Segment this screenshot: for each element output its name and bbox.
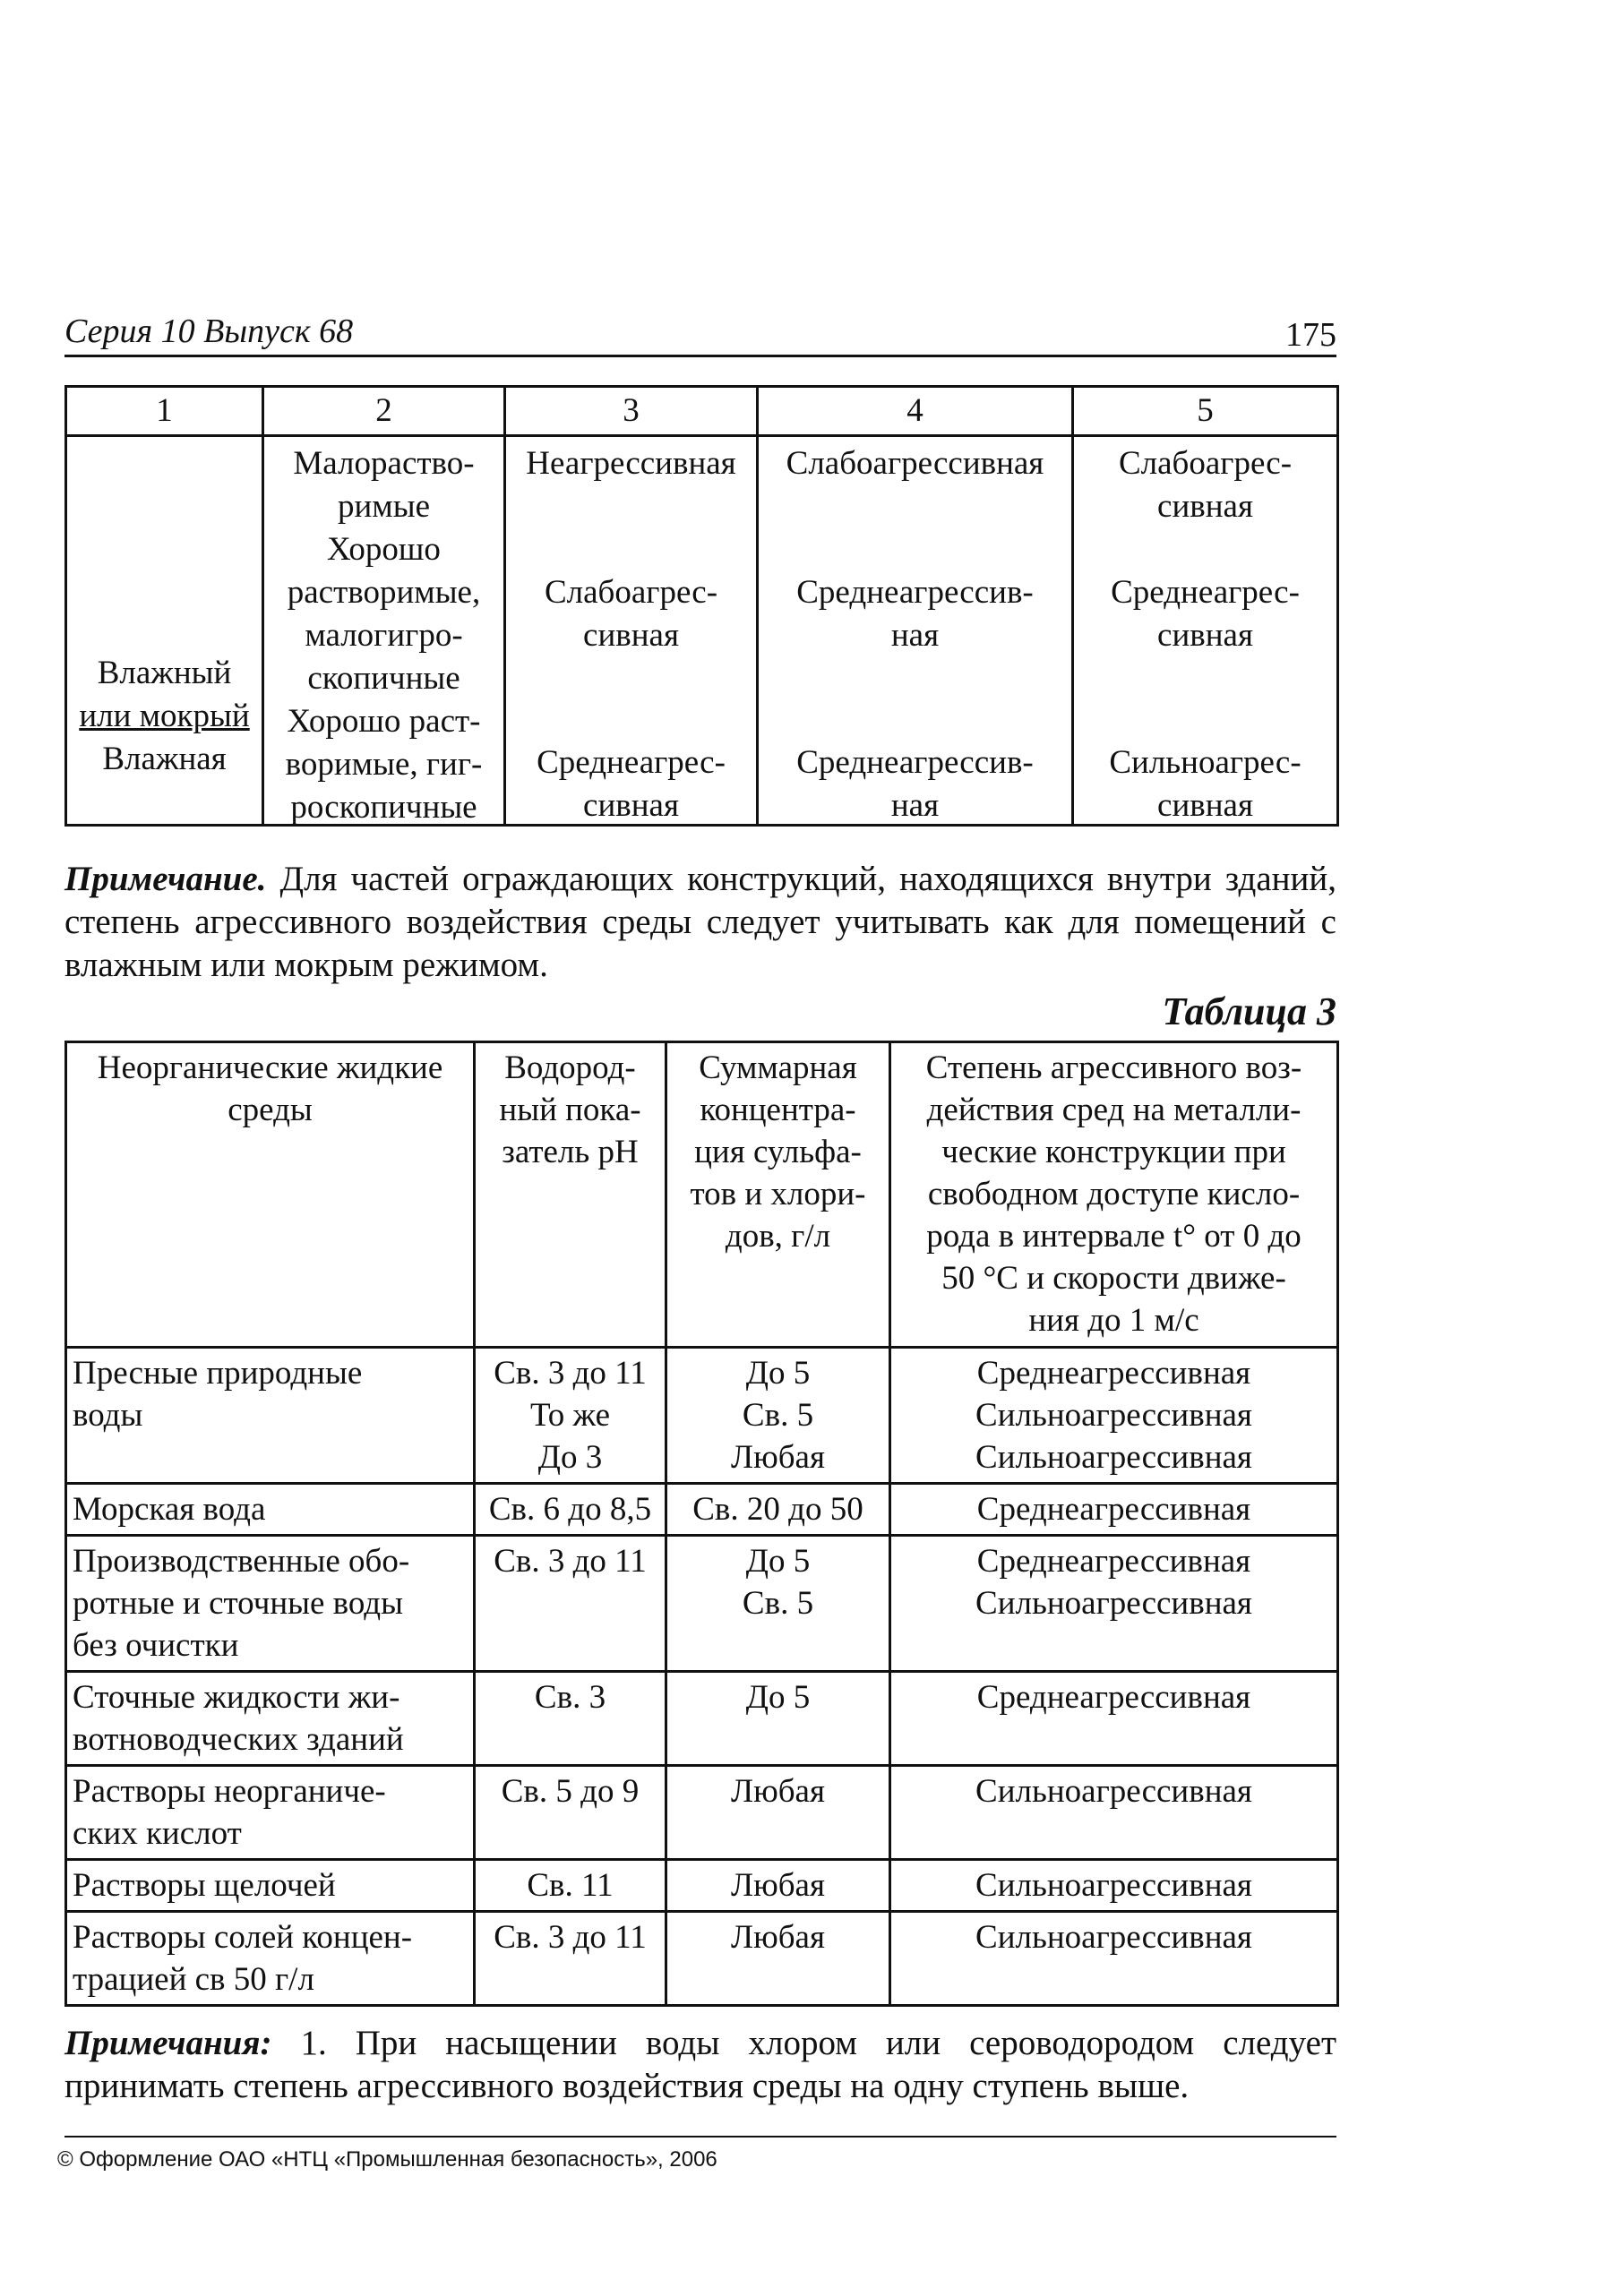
column-number: 5 — [1073, 387, 1338, 436]
degree-text: Неагрессивная — [526, 445, 736, 482]
degree-cell: Сильноагрессивная — [890, 1766, 1338, 1860]
column-header: Степень агрессивного воз- действия сред на металли- ческие конструкции при свободном доступе кисло- рода в интервале t° от 0 до 50 °С и скорости движе- ния до 1 м/с — [890, 1042, 1338, 1348]
degree-text: Среднеагрессив- ная — [796, 744, 1034, 824]
degree-text: Среднеагрессив- ная — [796, 574, 1034, 654]
table-cell — [758, 436, 1073, 826]
column-number: 3 — [505, 387, 758, 436]
ph-cell: Св. 6 до 8,5 — [475, 1484, 666, 1536]
table-cell — [1073, 436, 1338, 826]
note-text: Для частей ограждающих конструкций, находящихся внутри зданий, степень агрессивного воздействия среды следует учитывать как для помещений с влажным или мокрым режимом. — [64, 860, 1336, 984]
ph-cell: Св. 3 до 11 — [475, 1912, 666, 2006]
table-row — [66, 1484, 1338, 1536]
medium-cell: Производственные обо- ротные и сточные воды без очистки — [66, 1536, 475, 1672]
degree-cell: Среднеагрессивная Сильноагрессивная Сильноагрессивная — [890, 1348, 1338, 1484]
column-number: 1 — [66, 387, 263, 436]
zone-humidity: Влажная — [102, 741, 227, 777]
degree-text: Слабоагрес- сивная — [544, 574, 718, 654]
table-row — [66, 1672, 1338, 1766]
humidity-regime-cont: или мокрый — [79, 698, 250, 734]
concentration-cell: До 5 Св. 5 Любая — [666, 1348, 890, 1484]
concentration-cell: Любая — [666, 1912, 890, 2006]
concentration-cell: До 5 Св. 5 — [666, 1536, 890, 1672]
ph-cell: Св. 3 до 11 То же До 3 — [475, 1348, 666, 1484]
column-number: 4 — [758, 387, 1073, 436]
table-caption: Таблица 3 — [1162, 990, 1336, 1033]
medium-cell: Пресные природные воды — [66, 1348, 475, 1484]
table-row — [66, 436, 1338, 826]
note-label: Примечание. — [64, 860, 267, 898]
column-header: Неорганические жидкие среды — [66, 1042, 475, 1348]
ph-cell: Св. 11 — [475, 1860, 666, 1912]
ph-cell: Св. 3 — [475, 1672, 666, 1766]
copyright-footer: © Оформление ОАО «НТЦ «Промышленная безопасность», 2006 — [57, 2147, 717, 2172]
degree-text: Слабоагрессивная — [786, 445, 1044, 482]
note-paragraph — [64, 858, 1336, 987]
page-number: 175 — [1285, 316, 1336, 354]
table-header-row — [66, 1042, 1338, 1348]
table-row — [66, 1536, 1338, 1672]
table-cell — [263, 436, 505, 826]
degree-cell: Среднеагрессивная — [890, 1672, 1338, 1766]
notes-paragraph — [64, 2022, 1336, 2108]
table-cell — [505, 436, 758, 826]
degree-text: Сильноагрес- сивная — [1109, 744, 1301, 824]
notes-label: Примечания: — [64, 2024, 272, 2062]
medium-cell: Растворы щелочей — [66, 1860, 475, 1912]
table-cell — [66, 436, 263, 826]
medium-cell: Морская вода — [66, 1484, 475, 1536]
solubility-text: Малораство- римые Хорошо растворимые, малогигро- скопичные Хорошо раст- воримые, гиг- роскопичные — [285, 445, 483, 826]
degree-cell: Среднеагрессивная Сильноагрессивная — [890, 1536, 1338, 1672]
medium-cell: Сточные жидкости жи- вотноводческих зданий — [66, 1672, 475, 1766]
series-title: Серия 10 Выпуск 68 — [64, 313, 354, 350]
column-number: 2 — [263, 387, 505, 436]
degree-text: Среднеагрес- сивная — [537, 744, 726, 824]
medium-cell: Растворы неорганиче- ских кислот — [66, 1766, 475, 1860]
ph-cell: Св. 3 до 11 — [475, 1536, 666, 1672]
column-header: Водород- ный пока- затель pH — [475, 1042, 666, 1348]
degree-cell: Сильноагрессивная — [890, 1912, 1338, 2006]
table-row — [66, 1860, 1338, 1912]
concentration-cell: Св. 20 до 50 — [666, 1484, 890, 1536]
medium-cell: Растворы солей концен- трацией св 50 г/л — [66, 1912, 475, 2006]
concentration-cell: Любая — [666, 1766, 890, 1860]
degree-text: Среднеагрес- сивная — [1111, 574, 1300, 654]
degree-text: Слабоагрес- сивная — [1118, 445, 1293, 525]
table-3 — [64, 1041, 1339, 2007]
notes-text: 1. При насыщении воды хлором или сероводородом следует принимать степень агрессивного воздействия среды на одну ступень выше. — [64, 2024, 1336, 2105]
footer-divider — [64, 2136, 1336, 2138]
table-row — [66, 1912, 1338, 2006]
concentration-cell: До 5 — [666, 1672, 890, 1766]
column-header: Суммарная концентра- ция сульфа- тов и хлори- дов, г/л — [666, 1042, 890, 1348]
table-row — [66, 387, 1338, 436]
table-row — [66, 1348, 1338, 1484]
humidity-regime: Влажный — [97, 655, 232, 691]
table-1-continuation — [64, 385, 1339, 827]
concentration-cell: Любая — [666, 1860, 890, 1912]
degree-cell: Сильноагрессивная — [890, 1860, 1338, 1912]
ph-cell: Св. 5 до 9 — [475, 1766, 666, 1860]
table-row — [66, 1766, 1338, 1860]
running-header — [64, 312, 1336, 357]
degree-cell: Среднеагрессивная — [890, 1484, 1338, 1536]
